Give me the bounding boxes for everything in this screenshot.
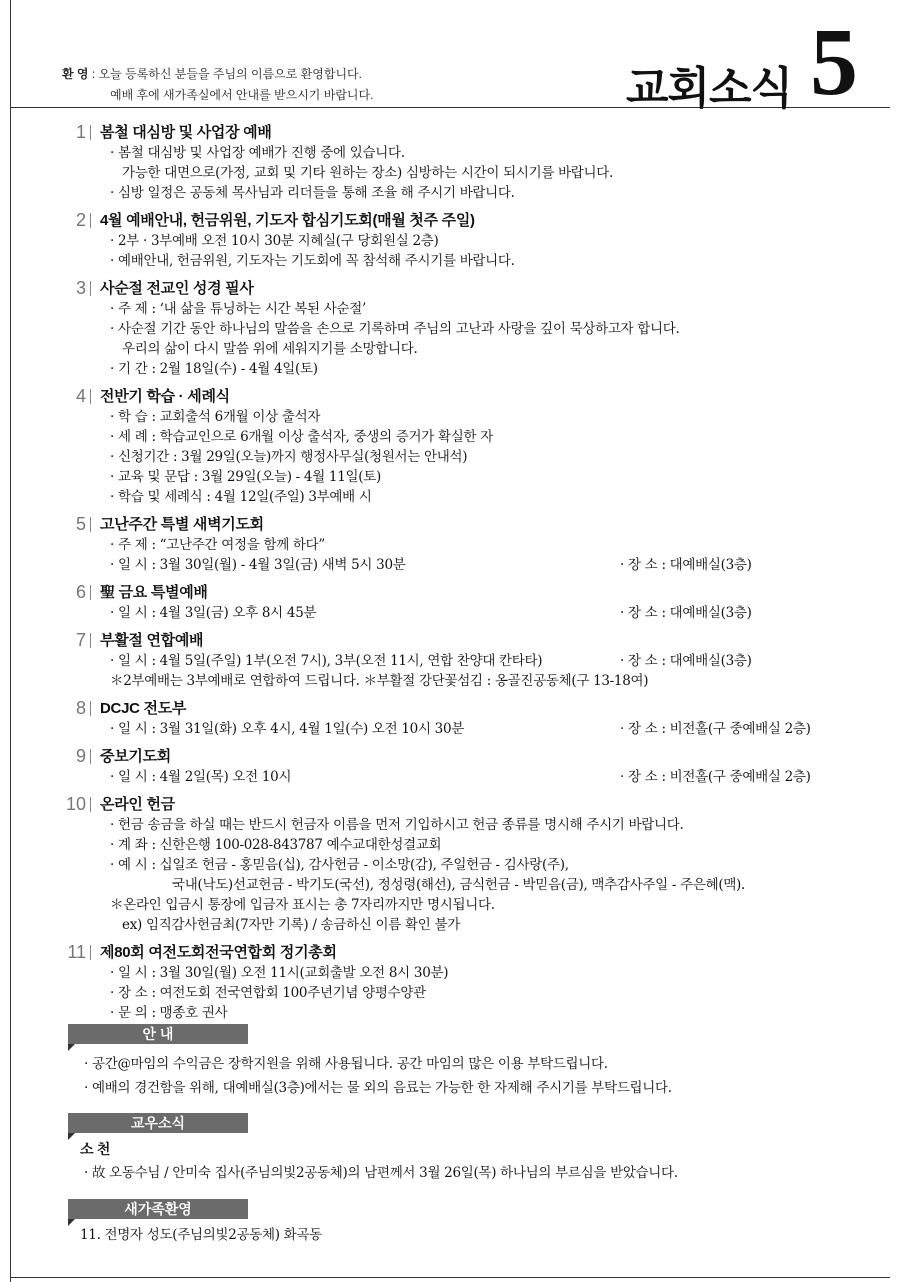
item-line: · 기 간 : 2월 18일(수) - 4월 4일(토) [110, 361, 318, 377]
news-item [60, 630, 860, 691]
item-title: 4월 예배안내, 헌금위원, 기도자 합심기도회(매월 첫주 주일) [100, 212, 475, 229]
item-line: · 문 의 : 맹종호 권사 [110, 1005, 228, 1021]
item-divider [90, 749, 91, 764]
item-line [100, 719, 860, 739]
news-item [60, 582, 860, 623]
item-number: 3 [75, 278, 86, 298]
item-line: ＊온라인 입금시 통장에 입금자 표시는 총 7자리까지만 명시됩니다. [110, 897, 495, 913]
item-title: 중보기도회 [100, 748, 171, 765]
item-line: ex) 임직감사헌금최(7자만 기록) / 송금하신 이름 확인 불가 [122, 917, 460, 933]
item-line: · 일 시 : 3월 30일(월) 오전 11시(교회출발 오전 8시 30분) [110, 965, 449, 981]
item-number: 10 [65, 794, 86, 814]
page-title: 교회소식 [625, 64, 792, 113]
welcome-label: 환 영 [62, 67, 89, 81]
item-line: · 교육 및 문답 : 3월 29일(오늘) - 4월 11일(토) [110, 469, 381, 485]
members-line: · 故 오동수님 / 안미숙 집사(주님의빛2공동체)의 남편께서 3월 26일(목) 하나님의 부르심을 받았습니다. [84, 1165, 678, 1181]
item-title: 제80회 여전도회전국연합회 정기총회 [100, 944, 337, 961]
item-number: 11 [67, 942, 86, 962]
welcome-line-1: : 오늘 등록하신 분들을 주님의 이름으로 환영합니다. [91, 67, 362, 81]
item-title: 聖 금요 특별예배 [100, 584, 208, 601]
notice-line: · 공간@마임의 수익금은 장학지원을 위해 사용됩니다. 공간 마임의 많은 이용 부탁드립니다. [84, 1056, 608, 1072]
news-item [60, 386, 860, 507]
newcomers-heading: 새가족환영 [68, 1199, 248, 1219]
item-line-text: · 일 시 : 4월 5일(주일) 1부(오전 7시), 3부(오전 11시, 연합 찬양대 칸타타) [110, 653, 543, 669]
item-location: · 장 소 : 대예배실(3층) [620, 557, 752, 573]
item-line: · 예 시 : 십일조 헌금 - 홍믿음(십), 감사헌금 - 이소망(감), 주일헌금 - 김사랑(주), [110, 857, 569, 873]
item-line: · 심방 일정은 공동체 목사님과 리더들을 통해 조율 해 주시기 바랍니다. [110, 185, 515, 201]
news-item [60, 942, 860, 1023]
welcome-note [62, 64, 373, 106]
item-line: · 신청기간 : 3월 29일(오늘)까지 행정사무실(청원서는 안내석) [110, 449, 468, 465]
item-title: 부활절 연합예배 [100, 632, 204, 649]
item-line: · 2부 · 3부예배 오전 10시 30분 지혜실(구 당회원실 2층) [110, 233, 439, 249]
item-title: 사순절 전교인 성경 필사 [100, 280, 254, 297]
item-line: · 주 제 : “고난주간 여정을 함께 하다” [110, 537, 326, 553]
item-divider [90, 701, 91, 716]
item-line: · 학 습 : 교회출석 6개월 이상 출석자 [110, 409, 321, 425]
members-body [80, 1137, 678, 1185]
item-line-text: · 일 시 : 4월 2일(목) 오전 10시 [110, 769, 292, 785]
item-number: 9 [75, 746, 86, 766]
item-line: 가능한 대면으로(가정, 교회 및 기타 원하는 장소) 심방하는 시간이 되시기를 바랍니다. [122, 165, 614, 181]
item-number: 4 [75, 386, 86, 406]
item-line [100, 555, 860, 575]
item-line [100, 603, 860, 623]
item-title: 고난주간 특별 새벽기도회 [100, 516, 264, 533]
item-title: DCJC 전도부 [100, 700, 187, 717]
notice-line: · 예배의 경건함을 위해, 대예배실(3층)에서는 물 외의 음료는 가능한 한 자제해 주시기를 부탁드립니다. [84, 1080, 672, 1096]
item-line: · 사순절 기간 동안 하나님의 말씀을 손으로 기록하며 주님의 고난과 사랑을 깊이 묵상하고자 합니다. [110, 321, 680, 337]
news-items [60, 122, 860, 1030]
page-border-bottom [10, 1277, 890, 1278]
item-location: · 장 소 : 대예배실(3층) [620, 653, 752, 669]
item-number: 1 [75, 122, 86, 142]
item-title: 전반기 학습 · 세례식 [100, 388, 230, 405]
item-divider [90, 517, 91, 532]
item-location: · 장 소 : 비전홀(구 중예배실 2층) [620, 769, 811, 785]
item-number: 2 [75, 210, 86, 230]
item-line-text: · 일 시 : 3월 31일(화) 오후 4시, 4월 1일(수) 오전 10시 30분 [110, 721, 464, 737]
item-line: · 주 제 : ‘내 삶을 튜닝하는 시간 복된 사순절’ [110, 301, 366, 317]
item-line: · 예배안내, 헌금위원, 기도자는 기도회에 꼭 참석해 주시기를 바랍니다. [110, 253, 515, 269]
item-line: · 계 좌 : 신한은행 100-028-843787 예수교대한성결교회 [110, 837, 442, 853]
news-item [60, 210, 860, 271]
notice-heading: 안 내 [68, 1024, 248, 1044]
item-line: ＊2부예배는 3부예배로 연합하여 드립니다. ＊부활절 강단꽃섬김 : 옹골진공동체(구 13-18여) [110, 673, 649, 689]
item-divider [90, 585, 91, 600]
item-line-text: · 일 시 : 3월 30일(월) - 4월 3일(금) 새벽 5시 30분 [110, 557, 406, 573]
news-item [60, 698, 860, 739]
news-item [60, 746, 860, 787]
item-number: 6 [75, 582, 86, 602]
item-divider [90, 213, 91, 228]
item-number: 8 [75, 698, 86, 718]
item-line: · 세 례 : 학습교인으로 6개월 이상 출석자, 중생의 증거가 확실한 자 [110, 429, 493, 445]
item-line: · 장 소 : 여전도회 전국연합회 100주년기념 양평수양관 [110, 985, 426, 1001]
news-item [60, 122, 860, 203]
item-line [100, 651, 860, 671]
members-sub-title: 소 천 [80, 1141, 111, 1157]
item-number: 5 [75, 514, 86, 534]
item-line: · 헌금 송금을 하실 때는 반드시 헌금자 이름을 먼저 기입하시고 헌금 종류를 명시해 주시기 바랍니다. [110, 817, 684, 833]
item-line-text: · 일 시 : 4월 3일(금) 오후 8시 45분 [110, 605, 317, 621]
news-item [60, 278, 860, 379]
item-title: 봄철 대심방 및 사업장 예배 [100, 124, 272, 141]
item-line [100, 767, 860, 787]
item-location: · 장 소 : 대예배실(3층) [620, 605, 752, 621]
newcomers-line: 11. 전명자 성도(주님의빛2공동체) 화곡동 [80, 1227, 322, 1243]
item-line: 국내(낙도)선교헌금 - 박기도(국선), 정성령(해선), 금식헌금 - 박믿음(금), 맥추감사주일 - 주은혜(맥). [172, 877, 746, 893]
item-line: · 봄철 대심방 및 사업장 예배가 진행 중에 있습니다. [110, 145, 405, 161]
news-item [60, 514, 860, 575]
item-divider [90, 389, 91, 404]
item-line: · 학습 및 세례식 : 4월 12일(주일) 3부예배 시 [110, 489, 372, 505]
newcomers-body [80, 1223, 322, 1247]
item-number: 7 [75, 630, 86, 650]
item-divider [90, 125, 91, 140]
notice-body [84, 1052, 672, 1100]
page-border-left [10, 0, 11, 1282]
members-heading: 교우소식 [68, 1113, 248, 1133]
item-title: 온라인 헌금 [100, 796, 175, 813]
members-heading-corner [68, 1133, 75, 1140]
item-location: · 장 소 : 비전홀(구 중예배실 2층) [620, 721, 811, 737]
item-divider [90, 633, 91, 648]
page-number: 5 [810, 8, 858, 115]
news-item [60, 794, 860, 935]
notice-heading-corner [68, 1044, 75, 1051]
item-divider [90, 797, 91, 812]
item-line: 우리의 삶이 다시 말씀 위에 세워지기를 소망합니다. [122, 341, 418, 357]
item-divider [90, 945, 91, 960]
item-divider [90, 281, 91, 296]
newcomers-heading-corner [68, 1219, 75, 1226]
welcome-line-2: 예배 후에 새가족실에서 안내를 받으시기 바랍니다. [110, 88, 374, 102]
